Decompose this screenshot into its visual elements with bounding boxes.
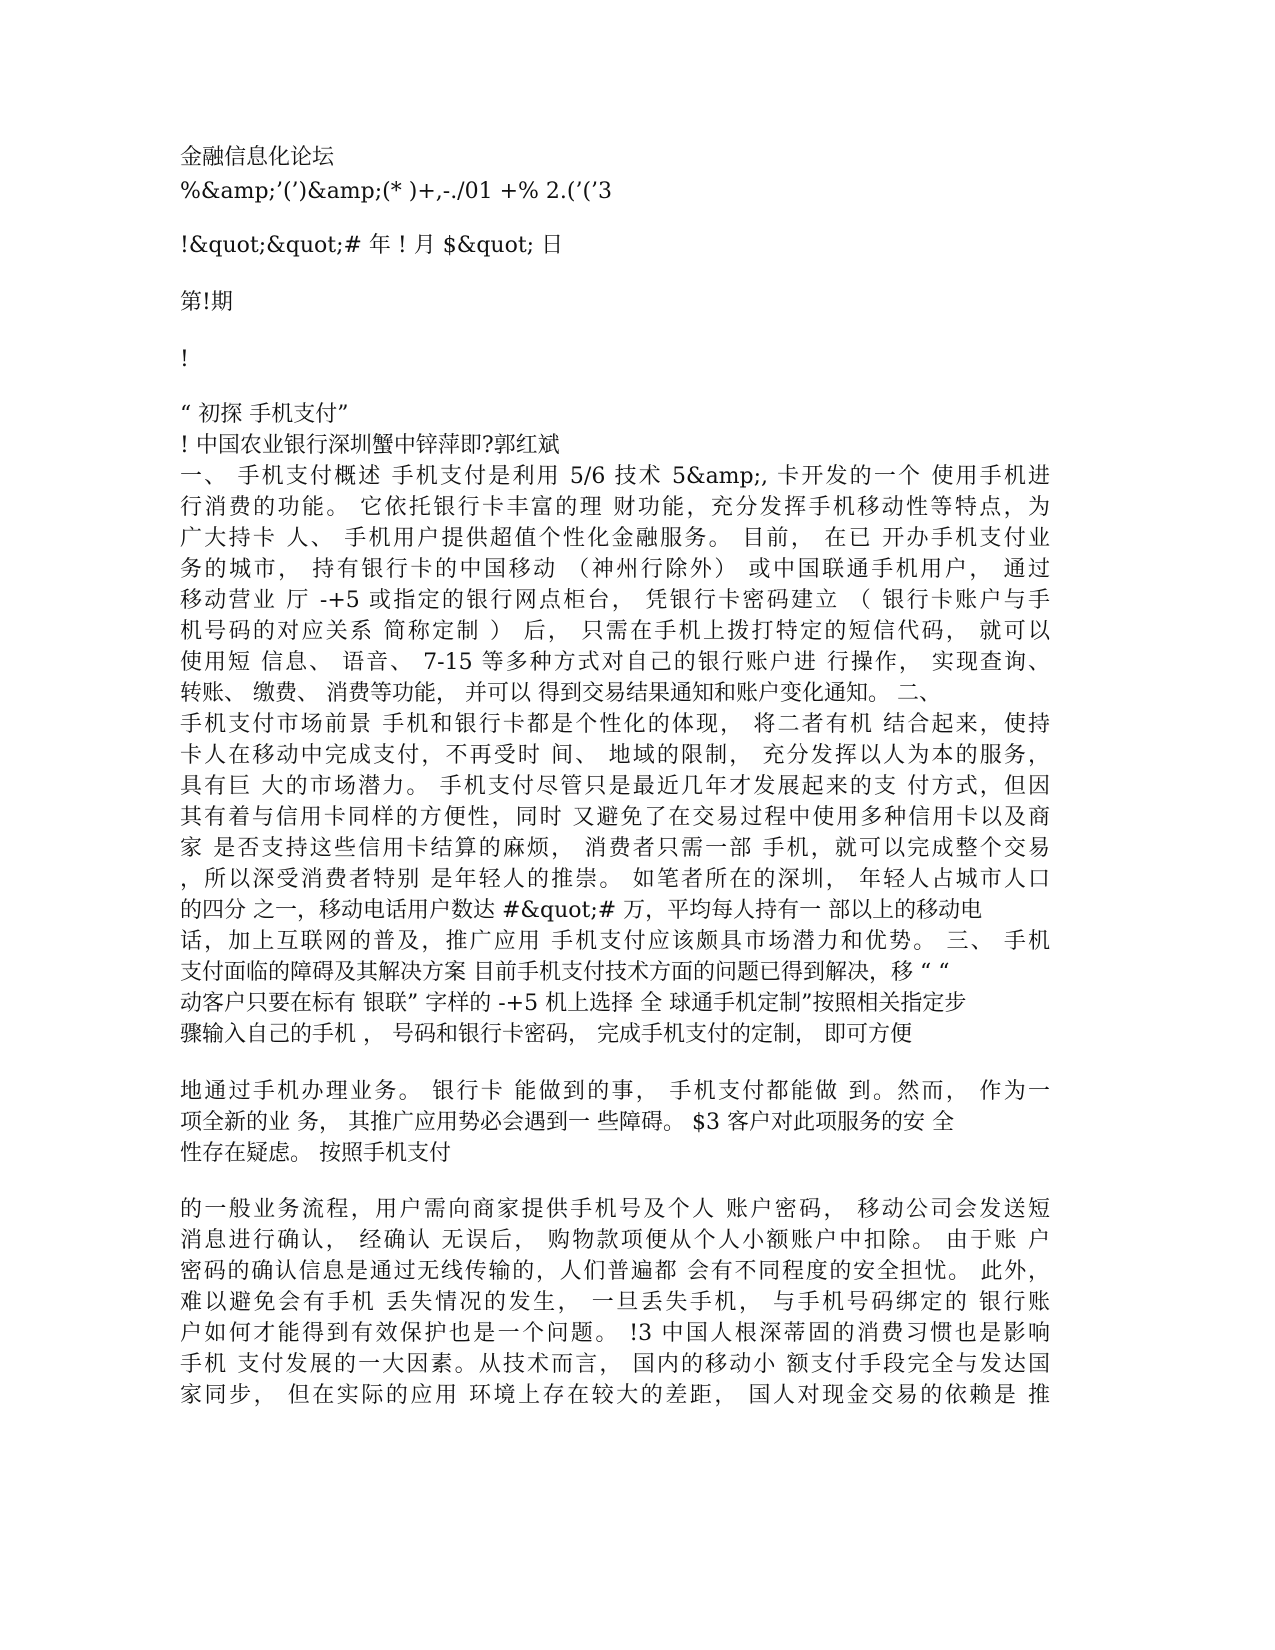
body-line: 家同步， 但在实际的应用 环境上存在较大的差距， 国人对现金交易的依赖是 推 (180, 1383, 1050, 1408)
garbled-code-line: %&amp;’(’)&amp;(* )+,-./01 +% 2.(’(’3 (180, 179, 613, 204)
body-line: 务的城市， 持有银行卡的中国移动 （神州行除外） 或中国联通手机用户， 通过 (180, 557, 1050, 582)
body-line: 话，加上互联网的普及，推广应用 手机支付应该颇具市场潜力和优势。 三、 手机 (180, 929, 1050, 954)
body-line: 的一般业务流程，用户需向商家提供手机号及个人 账户密码， 移动公司会发送短 (180, 1197, 1050, 1222)
body-line: 地通过手机办理业务。 银行卡 能做到的事， 手机支付都能做 到。然而， 作为一 (180, 1079, 1050, 1104)
body-line: 难以避免会有手机 丢失情况的发生， 一旦丢失手机， 与手机号码绑定的 银行账 (180, 1290, 1050, 1315)
body-line: 其有着与信用卡同样的方便性，同时 又避免了在交易过程中使用多种信用卡以及商 (180, 805, 1050, 830)
issue-number: 第!期 (180, 290, 233, 315)
body-line: ，所以深受消费者特别 是年轻人的推崇。 如笔者所在的深圳， 年轻人占城市人口 (180, 867, 1050, 892)
body-line: 使用短 信息、 语音、 7-15 等多种方式对自己的银行账户进 行操作， 实现查询、 (180, 650, 1050, 675)
body-line: 卡人在移动中完成支付，不再受时 间、 地域的限制， 充分发挥以人为本的服务， (180, 743, 1050, 768)
body-line: 密码的确认信息是通过无线传输的，人们普遍都 会有不同程度的安全担忧。 此外， (180, 1259, 1050, 1284)
article-title: “ 初探 手机支付” (180, 402, 349, 427)
body-line: 手机支付市场前景 手机和银行卡都是个性化的体现， 将二者有机 结合起来，使持 (180, 712, 1050, 737)
article-author: ! 中国农业银行深圳蟹中锌萍即?郭红斌 (180, 433, 560, 458)
body-line: 项全新的业 务， 其推广应用势必会遇到一 些障碍。 $3 客户对此项服务的安 全 (180, 1110, 954, 1135)
body-line: 性存在疑虑。 按照手机支付 (180, 1141, 451, 1166)
stray-mark: ! (180, 347, 189, 372)
body-line: 转账、 缴费、 消费等功能， 并可以 得到交易结果通知和账户变化通知。 二、 (180, 681, 941, 706)
body-line: 具有巨 大的市场潜力。 手机支付尽管只是最近几年才发展起来的支 付方式，但因 (180, 774, 1050, 799)
journal-name: 金融信息化论坛 (180, 145, 335, 170)
body-line: 的四分 之一，移动电话用户数达 #&quot;# 万，平均每人持有一 部以上的移动电 (180, 898, 983, 923)
body-line: 家 是否支持这些信用卡结算的麻烦， 消费者只需一部 手机，就可以完成整个交易 (180, 836, 1050, 861)
body-line: 行消费的功能。 它依托银行卡丰富的理 财功能，充分发挥手机移动性等特点，为 (180, 495, 1050, 520)
body-line: 骤输入自己的手机 ， 号码和银行卡密码， 完成手机支付的定制， 即可方便 (180, 1022, 912, 1047)
body-line: 动客户只要在标有 银联” 字样的 -+5 机上选择 全 球通手机定制”按照相关指定步 (180, 991, 967, 1016)
body-line: 一、 手机支付概述 手机支付是利用 5/6 技术 5&amp;, 卡开发的一个 使用手机进 (180, 464, 1050, 489)
body-line: 消息进行确认， 经确认 无误后， 购物款项便从个人小额账户中扣除。 由于账 户 (180, 1228, 1050, 1253)
document-page (180, 0, 1050, 1650)
body-line: 移动营业 厅 -+5 或指定的银行网点柜台， 凭银行卡密码建立 （ 银行卡账户与手 (180, 588, 1050, 613)
body-line: 广大持卡 人、 手机用户提供超值个性化金融服务。 目前， 在已 开办手机支付业 (180, 526, 1050, 551)
body-line: 户如何才能得到有效保护也是一个问题。 !3 中国人根深蒂固的消费习惯也是影响 (180, 1321, 1050, 1346)
body-line: 机号码的对应关系 简称定制 ） 后， 只需在手机上拨打特定的短信代码， 就可以 (180, 619, 1050, 644)
body-line: 手机 支付发展的一大因素。从技术而言， 国内的移动小 额支付手段完全与发达国 (180, 1352, 1050, 1377)
body-line: 支付面临的障碍及其解决方案 目前手机支付技术方面的问题已得到解决，移 “ “ (180, 960, 950, 985)
issue-date: !&quot;&quot;# 年 ! 月 $&quot; 日 (180, 233, 564, 258)
